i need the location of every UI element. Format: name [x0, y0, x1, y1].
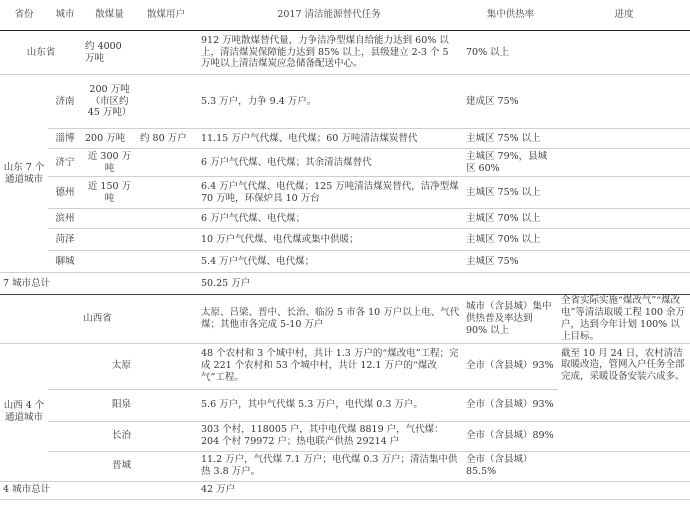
task-text: 6 万户气代煤、电代煤；	[195, 209, 463, 229]
coal-users	[137, 177, 195, 209]
header-users: 散煤用户	[137, 0, 195, 31]
table-row	[0, 129, 690, 149]
progress-text: 截至 10 月 24 日，农村清洁取暖改造，管网入户任务全部完成，采暖设备安装六成多。	[558, 343, 690, 421]
task-text: 11.2 万户，气代煤 7.1 万户；电代煤 0.3 万户；清洁集中供热 3.8 万户。	[195, 451, 463, 481]
task-text: 太原、吕梁、晋中、长治、临汾 5 市各 10 万户以上电、气代煤；其他市各完成 5-10 万户	[195, 295, 463, 344]
coal-users	[137, 251, 195, 273]
coal-amount: 200 万吨（市区约 45 万吨）	[82, 75, 137, 129]
coal-users: 约 80 万户	[137, 129, 195, 149]
total-value: 42 万户	[195, 481, 463, 499]
city-name: 晋城	[48, 451, 195, 481]
task-text: 10 万户气代煤、电代煤或集中供暖；	[195, 229, 463, 251]
header-heat: 集中供热率	[463, 0, 558, 31]
city-name: 滨州	[48, 209, 82, 229]
table-row	[0, 177, 690, 209]
coal-users	[137, 149, 195, 177]
total-label: 7 城市总计	[0, 273, 195, 295]
city-name: 太原	[48, 343, 195, 389]
task-text: 912 万吨散煤替代量，力争洁净型煤自给能力达到 60% 以上，清洁煤炭保障能力达到 85% 以上，县级建立 2-3 个 5 万吨以上清洁煤炭应急储备配送中心。	[195, 31, 463, 75]
table-row	[0, 229, 690, 251]
table-row	[0, 421, 690, 451]
header-province: 省份	[0, 0, 48, 31]
coal-users	[137, 209, 195, 229]
total-row-shandong	[0, 273, 690, 295]
coal-amount	[82, 251, 137, 273]
city-name: 阳泉	[48, 389, 195, 421]
heat-rate: 全市（含县城）85.5%	[463, 451, 558, 481]
heat-rate: 主城区 75% 以上	[463, 129, 558, 149]
table-row	[0, 75, 690, 129]
header-progress: 进度	[558, 0, 690, 31]
table-row	[0, 451, 690, 481]
heat-rate: 70% 以上	[463, 31, 558, 75]
coal-users	[137, 229, 195, 251]
heat-rate: 主城区 75% 以上	[463, 177, 558, 209]
table-row	[0, 251, 690, 273]
header-task: 2017 清洁能源替代任务	[195, 0, 463, 31]
coal-amount	[82, 229, 137, 251]
coal-users	[137, 75, 195, 129]
coal-amount: 近 300 万吨	[82, 149, 137, 177]
task-text: 303 个村，118005 户，其中电代煤 8819 户，气代煤：204 个村 79972 户；热电联产供热 29214 户	[195, 421, 463, 451]
header-row	[0, 0, 690, 31]
table-row	[0, 149, 690, 177]
city-name: 济宁	[48, 149, 82, 177]
city-name: 淄博	[48, 129, 82, 149]
heat-rate: 主城区 79%，县城区 60%	[463, 149, 558, 177]
coal-amount: 约 4000 万吨	[82, 31, 137, 75]
city-name: 聊城	[48, 251, 82, 273]
total-row-shanxi	[0, 481, 690, 499]
coal-amount	[82, 209, 137, 229]
heat-rate: 主城区 70% 以上	[463, 209, 558, 229]
header-coal: 散煤量	[82, 0, 137, 31]
task-text: 11.15 万户气代煤、电代煤；60 万吨清洁煤炭替代	[195, 129, 463, 149]
city-name: 长治	[48, 421, 195, 451]
table-row	[0, 209, 690, 229]
coal-amount: 200 万吨	[82, 129, 137, 149]
task-text: 5.4 万户气代煤、电代煤；	[195, 251, 463, 273]
total-label: 4 城市总计	[0, 481, 195, 499]
header-city: 城市	[48, 0, 82, 31]
province-name: 山西省	[0, 295, 195, 344]
table-row	[0, 343, 690, 389]
heat-rate: 城市（含县城）集中供热普及率达到 90% 以上	[463, 295, 558, 344]
heat-rate: 建成区 75%	[463, 75, 558, 129]
heat-rate: 主城区 75%	[463, 251, 558, 273]
task-text: 6 万户气代煤、电代煤；其余清洁煤替代	[195, 149, 463, 177]
coal-amount: 近 150 万吨	[82, 177, 137, 209]
task-text: 48 个农村和 3 个城中村，共计 1.3 万户的“煤改电”工程；完成 221 个农村和 53 个城中村，共计 12.1 万户的“煤改气”工程。	[195, 343, 463, 389]
heat-rate: 全市（含县城）93%	[463, 343, 558, 389]
total-value: 50.25 万户	[195, 273, 463, 295]
group-label: 山西 4 个通道城市	[0, 343, 48, 481]
city-name: 菏泽	[48, 229, 82, 251]
group-label: 山东 7 个通道城市	[0, 75, 48, 273]
heat-rate: 主城区 70% 以上	[463, 229, 558, 251]
task-text: 6.4 万户气代煤、电代煤；125 万吨清洁煤炭替代，洁净型煤 70 万吨，环保炉具 10 万台	[195, 177, 463, 209]
province-row-shanxi	[0, 295, 690, 344]
heat-rate: 全市（含县城）93%	[463, 389, 558, 421]
heat-rate: 全市（含县城）89%	[463, 421, 558, 451]
progress-text: 全省实际实施“煤改气”“煤改电”等清洁取暖工程 100 余万户，达到今年计划 100% 以上目标。	[558, 295, 690, 344]
task-text: 5.3 万户，力争 9.4 万户。	[195, 75, 463, 129]
task-text: 5.6 万户，其中气代煤 5.3 万户，电代煤 0.3 万户。	[195, 389, 463, 421]
province-name: 山东省	[0, 31, 82, 75]
province-row-shandong	[0, 31, 690, 75]
city-name: 德州	[48, 177, 82, 209]
city-name: 济南	[48, 75, 82, 129]
